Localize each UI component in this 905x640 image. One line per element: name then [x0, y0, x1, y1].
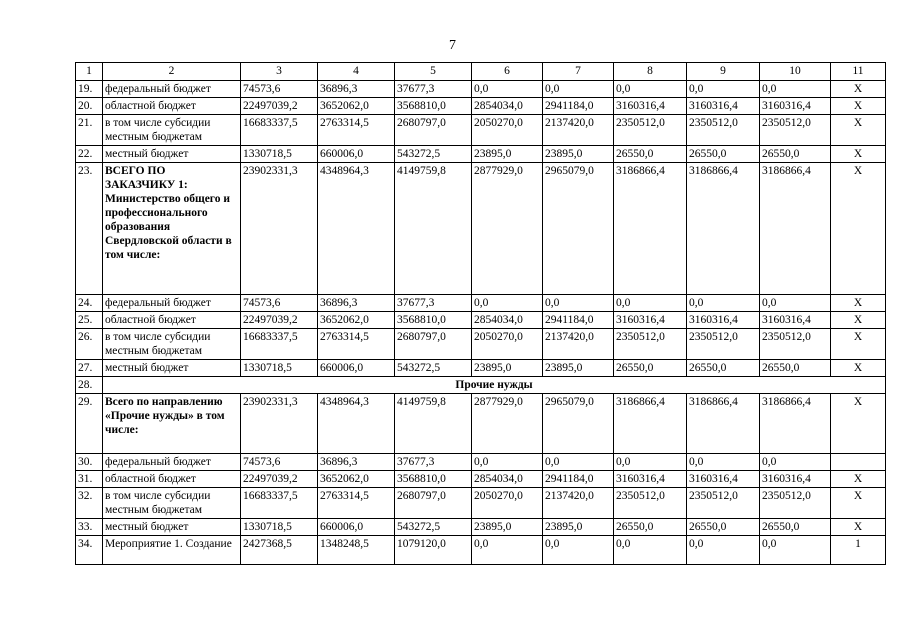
mark-cell: Х — [831, 360, 886, 377]
value-cell: 0,0 — [472, 536, 543, 565]
row-number: 19. — [76, 81, 103, 98]
value-cell: 2763314,5 — [318, 115, 395, 146]
row-number: 24. — [76, 295, 103, 312]
column-header: 4 — [318, 63, 395, 81]
value-cell: 2680797,0 — [395, 115, 472, 146]
row-label: в том числе субсидии местным бюджетам — [103, 329, 241, 360]
column-header: 10 — [760, 63, 831, 81]
table-row — [76, 488, 886, 519]
value-cell: 2854034,0 — [472, 312, 543, 329]
value-cell: 2877929,0 — [472, 394, 543, 454]
value-cell: 23895,0 — [472, 519, 543, 536]
row-label: ВСЕГО ПО ЗАКАЗЧИКУ 1: Министерство общего и профессионального образования Свердловской области в том числе: — [103, 163, 241, 295]
value-cell: 0,0 — [760, 81, 831, 98]
budget-table — [75, 62, 886, 565]
value-cell: 1079120,0 — [395, 536, 472, 565]
value-cell: 0,0 — [614, 295, 687, 312]
value-cell: 3160316,4 — [614, 98, 687, 115]
value-cell: 660006,0 — [318, 519, 395, 536]
value-cell: 22497039,2 — [241, 471, 318, 488]
value-cell: 22497039,2 — [241, 312, 318, 329]
value-cell: 0,0 — [687, 81, 760, 98]
value-cell: 36896,3 — [318, 454, 395, 471]
header-row — [76, 63, 886, 81]
value-cell: 26550,0 — [614, 146, 687, 163]
value-cell: 3160316,4 — [760, 471, 831, 488]
value-cell: 0,0 — [472, 81, 543, 98]
row-number: 30. — [76, 454, 103, 471]
value-cell: 3160316,4 — [760, 312, 831, 329]
row-label: федеральный бюджет — [103, 295, 241, 312]
value-cell: 1348248,5 — [318, 536, 395, 565]
mark-cell: Х — [831, 312, 886, 329]
value-cell: 3186866,4 — [760, 394, 831, 454]
value-cell: 2350512,0 — [687, 329, 760, 360]
value-cell: 16683337,5 — [241, 488, 318, 519]
row-label: местный бюджет — [103, 519, 241, 536]
value-cell: 3652062,0 — [318, 98, 395, 115]
value-cell: 36896,3 — [318, 81, 395, 98]
row-label: местный бюджет — [103, 360, 241, 377]
value-cell: 23902331,3 — [241, 163, 318, 295]
value-cell: 23895,0 — [543, 146, 614, 163]
value-cell: 2350512,0 — [760, 115, 831, 146]
value-cell: 660006,0 — [318, 360, 395, 377]
mark-cell: Х — [831, 519, 886, 536]
value-cell: 660006,0 — [318, 146, 395, 163]
value-cell: 2680797,0 — [395, 488, 472, 519]
value-cell: 1330718,5 — [241, 146, 318, 163]
value-cell: 2877929,0 — [472, 163, 543, 295]
value-cell: 2350512,0 — [687, 115, 760, 146]
value-cell: 4348964,3 — [318, 163, 395, 295]
value-cell: 0,0 — [472, 295, 543, 312]
value-cell: 2854034,0 — [472, 471, 543, 488]
mark-cell: Х — [831, 329, 886, 360]
mark-cell: Х — [831, 81, 886, 98]
value-cell: 0,0 — [687, 536, 760, 565]
value-cell: 2350512,0 — [614, 115, 687, 146]
row-label: областной бюджет — [103, 471, 241, 488]
column-header: 1 — [76, 63, 103, 81]
table-row — [76, 454, 886, 471]
value-cell: 3568810,0 — [395, 471, 472, 488]
value-cell: 2050270,0 — [472, 115, 543, 146]
column-header: 3 — [241, 63, 318, 81]
mark-cell: Х — [831, 471, 886, 488]
value-cell: 0,0 — [543, 536, 614, 565]
table-row — [76, 81, 886, 98]
table-row — [76, 98, 886, 115]
value-cell: 0,0 — [760, 454, 831, 471]
value-cell: 3186866,4 — [687, 394, 760, 454]
row-label: в том числе субсидии местным бюджетам — [103, 115, 241, 146]
row-label: местный бюджет — [103, 146, 241, 163]
value-cell: 0,0 — [614, 536, 687, 565]
value-cell: 2763314,5 — [318, 488, 395, 519]
table-row — [76, 146, 886, 163]
row-number: 22. — [76, 146, 103, 163]
row-number: 31. — [76, 471, 103, 488]
row-number: 32. — [76, 488, 103, 519]
value-cell: 3186866,4 — [687, 163, 760, 295]
value-cell: 2941184,0 — [543, 471, 614, 488]
value-cell: 3160316,4 — [687, 312, 760, 329]
value-cell: 2350512,0 — [614, 488, 687, 519]
value-cell: 2680797,0 — [395, 329, 472, 360]
mark-cell: 1 — [831, 536, 886, 565]
mark-cell: Х — [831, 115, 886, 146]
value-cell: 3160316,4 — [614, 312, 687, 329]
value-cell: 2350512,0 — [760, 488, 831, 519]
column-header: 2 — [103, 63, 241, 81]
row-number: 27. — [76, 360, 103, 377]
value-cell: 2050270,0 — [472, 488, 543, 519]
value-cell: 2941184,0 — [543, 312, 614, 329]
value-cell: 23895,0 — [472, 146, 543, 163]
value-cell: 2854034,0 — [472, 98, 543, 115]
value-cell: 26550,0 — [760, 146, 831, 163]
table-row — [76, 312, 886, 329]
value-cell: 26550,0 — [760, 519, 831, 536]
value-cell: 0,0 — [687, 454, 760, 471]
value-cell: 74573,6 — [241, 81, 318, 98]
value-cell: 3186866,4 — [760, 163, 831, 295]
column-header: 7 — [543, 63, 614, 81]
mark-cell: Х — [831, 163, 886, 295]
value-cell: 3160316,4 — [614, 471, 687, 488]
row-number: 29. — [76, 394, 103, 454]
value-cell: 3186866,4 — [614, 163, 687, 295]
value-cell: 2137420,0 — [543, 329, 614, 360]
value-cell: 543272,5 — [395, 519, 472, 536]
row-number: 34. — [76, 536, 103, 565]
value-cell: 74573,6 — [241, 295, 318, 312]
value-cell: 37677,3 — [395, 81, 472, 98]
value-cell: 0,0 — [543, 295, 614, 312]
value-cell: 22497039,2 — [241, 98, 318, 115]
row-label: Мероприятие 1. Создание — [103, 536, 241, 565]
value-cell: 2763314,5 — [318, 329, 395, 360]
row-label: Всего по направлению «Прочие нужды» в том числе: — [103, 394, 241, 454]
mark-cell: Х — [831, 146, 886, 163]
value-cell: 4149759,8 — [395, 394, 472, 454]
value-cell: 3652062,0 — [318, 312, 395, 329]
mark-cell — [831, 454, 886, 471]
value-cell: 3160316,4 — [687, 471, 760, 488]
value-cell: 23895,0 — [543, 519, 614, 536]
row-label: федеральный бюджет — [103, 454, 241, 471]
mark-cell: Х — [831, 488, 886, 519]
table-row — [76, 471, 886, 488]
value-cell: 0,0 — [614, 454, 687, 471]
value-cell: 23895,0 — [543, 360, 614, 377]
value-cell: 0,0 — [472, 454, 543, 471]
value-cell: 16683337,5 — [241, 115, 318, 146]
value-cell: 74573,6 — [241, 454, 318, 471]
row-number: 25. — [76, 312, 103, 329]
mark-cell: Х — [831, 98, 886, 115]
value-cell: 2350512,0 — [687, 488, 760, 519]
value-cell: 3568810,0 — [395, 312, 472, 329]
section-title: Прочие нужды — [103, 377, 886, 394]
table-row — [76, 394, 886, 454]
value-cell: 3568810,0 — [395, 98, 472, 115]
row-number: 28. — [76, 377, 103, 394]
value-cell: 26550,0 — [687, 360, 760, 377]
value-cell: 1330718,5 — [241, 360, 318, 377]
value-cell: 2137420,0 — [543, 115, 614, 146]
value-cell: 0,0 — [687, 295, 760, 312]
value-cell: 37677,3 — [395, 454, 472, 471]
row-label: федеральный бюджет — [103, 81, 241, 98]
value-cell: 543272,5 — [395, 360, 472, 377]
column-header: 9 — [687, 63, 760, 81]
value-cell: 3186866,4 — [614, 394, 687, 454]
column-header: 6 — [472, 63, 543, 81]
value-cell: 26550,0 — [760, 360, 831, 377]
value-cell: 4149759,8 — [395, 163, 472, 295]
value-cell: 2350512,0 — [760, 329, 831, 360]
row-number: 20. — [76, 98, 103, 115]
value-cell: 2050270,0 — [472, 329, 543, 360]
value-cell: 36896,3 — [318, 295, 395, 312]
value-cell: 16683337,5 — [241, 329, 318, 360]
table-row — [76, 377, 886, 394]
column-header: 8 — [614, 63, 687, 81]
row-number: 21. — [76, 115, 103, 146]
value-cell: 23902331,3 — [241, 394, 318, 454]
value-cell: 23895,0 — [472, 360, 543, 377]
value-cell: 0,0 — [543, 81, 614, 98]
value-cell: 543272,5 — [395, 146, 472, 163]
column-header: 11 — [831, 63, 886, 81]
column-header: 5 — [395, 63, 472, 81]
table-row — [76, 295, 886, 312]
value-cell: 4348964,3 — [318, 394, 395, 454]
value-cell: 2427368,5 — [241, 536, 318, 565]
table-row — [76, 163, 886, 295]
value-cell: 1330718,5 — [241, 519, 318, 536]
row-number: 26. — [76, 329, 103, 360]
page-number: 7 — [449, 38, 456, 53]
value-cell: 0,0 — [760, 295, 831, 312]
value-cell: 26550,0 — [687, 146, 760, 163]
value-cell: 3652062,0 — [318, 471, 395, 488]
mark-cell: Х — [831, 394, 886, 454]
value-cell: 2941184,0 — [543, 98, 614, 115]
mark-cell: Х — [831, 295, 886, 312]
value-cell: 37677,3 — [395, 295, 472, 312]
value-cell: 3160316,4 — [760, 98, 831, 115]
value-cell: 3160316,4 — [687, 98, 760, 115]
value-cell: 2965079,0 — [543, 163, 614, 295]
table-row — [76, 329, 886, 360]
row-number: 23. — [76, 163, 103, 295]
table-row — [76, 519, 886, 536]
value-cell: 26550,0 — [687, 519, 760, 536]
table-row — [76, 115, 886, 146]
value-cell: 26550,0 — [614, 519, 687, 536]
value-cell: 2137420,0 — [543, 488, 614, 519]
table-row — [76, 360, 886, 377]
value-cell: 0,0 — [614, 81, 687, 98]
row-label: в том числе субсидии местным бюджетам — [103, 488, 241, 519]
table-row — [76, 536, 886, 565]
value-cell: 26550,0 — [614, 360, 687, 377]
row-label: областной бюджет — [103, 98, 241, 115]
row-number: 33. — [76, 519, 103, 536]
value-cell: 0,0 — [760, 536, 831, 565]
value-cell: 0,0 — [543, 454, 614, 471]
value-cell: 2965079,0 — [543, 394, 614, 454]
value-cell: 2350512,0 — [614, 329, 687, 360]
row-label: областной бюджет — [103, 312, 241, 329]
